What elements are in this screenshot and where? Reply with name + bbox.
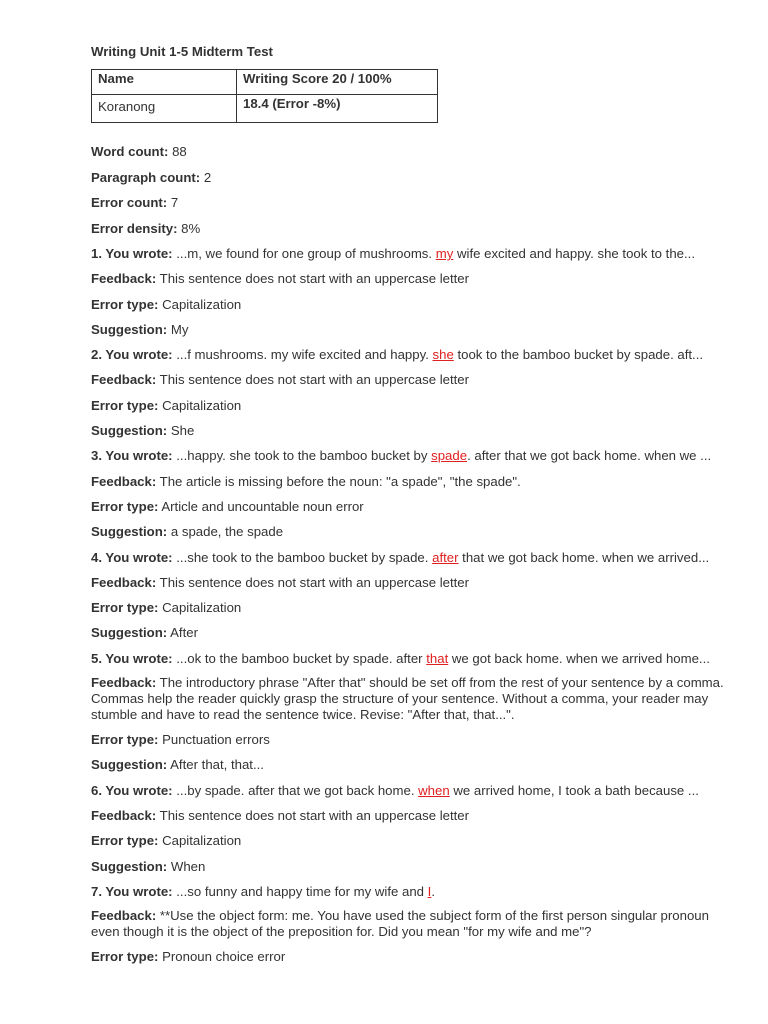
error-list	[91, 245, 731, 965]
you-wrote-line: 5. You wrote: ...ok to the bamboo bucket by spade. after that we got back home. when we arrived home...	[91, 650, 710, 666]
error-density: Error density: 8%	[91, 220, 201, 236]
error-count: Error count: 7	[91, 195, 179, 210]
error-type-line: Error type: Pronoun choice error	[91, 949, 286, 965]
student-name: Koranong	[92, 95, 237, 123]
you-wrote-line: 2. You wrote: ...f mushrooms. my wife excited and happy. she took to the bamboo bucket by spade. aft...	[91, 347, 704, 363]
you-wrote-line: 1. You wrote: ...m, we found for one group of mushrooms. my wife excited and happy. she took to the...	[91, 246, 696, 261]
you-wrote-line: 6. You wrote: ...by spade. after that we got back home. when we arrived home, I took a bath because ...	[91, 782, 699, 798]
feedback-line: Feedback: The article is missing before the noun: "a spade", "the spade".	[91, 473, 521, 489]
error-item	[91, 245, 731, 338]
feedback-line: Feedback: **Use the object form: me. You have used the subject form of the first person singular pronoun even though it is the object of the preposition for. Did you mean "for my wife and me"?	[91, 908, 709, 940]
you-wrote-line: 4. You wrote: ...she took to the bamboo bucket by spade. after that we got back home. when we arrived...	[91, 549, 710, 565]
feedback-line: Feedback: This sentence does not start with an uppercase letter	[91, 372, 470, 388]
feedback-line: Feedback: This sentence does not start with an uppercase letter	[91, 807, 470, 823]
word-count: Word count: 88	[91, 144, 187, 159]
table-header-row	[92, 70, 438, 95]
suggestion-line: Suggestion: a spade, the spade	[91, 524, 284, 540]
score-table	[91, 69, 438, 123]
paragraph-count: Paragraph count: 2	[91, 169, 212, 185]
highlighted-word: after	[432, 549, 459, 565]
feedback-line: Feedback: This sentence does not start with an uppercase letter	[91, 271, 470, 287]
error-type-line: Error type: Capitalization	[91, 833, 242, 849]
error-type-line: Error type: Capitalization	[91, 296, 242, 312]
error-item	[91, 650, 731, 774]
stats-section	[91, 143, 731, 237]
feedback-line: Feedback: The introductory phrase "After that" should be set off from the rest of your sentence by a comma. Commas help the reader quickly grasp the structure of your sentence. Without a comma, your reader may stumble and have to read the sentence twice. Revise: "After that, that...".	[91, 675, 724, 723]
feedback-line: Feedback: This sentence does not start with an uppercase letter	[91, 574, 470, 590]
highlighted-word: when	[418, 782, 450, 798]
suggestion-line: Suggestion: My	[91, 321, 189, 337]
error-item	[91, 549, 731, 642]
error-item	[91, 883, 731, 965]
highlighted-word: my	[435, 246, 454, 261]
highlighted-word: that	[426, 650, 449, 666]
suggestion-line: Suggestion: After that, that...	[91, 757, 264, 773]
error-item	[91, 782, 731, 875]
score-header: Writing Score 20 / 100%	[237, 70, 438, 95]
error-type-line: Error type: Capitalization	[91, 397, 242, 413]
you-wrote-line: 7. You wrote: ...so funny and happy time for my wife and I.	[91, 883, 436, 899]
highlighted-word: I	[427, 883, 432, 899]
highlighted-word: spade	[431, 448, 468, 464]
suggestion-line: Suggestion: After	[91, 625, 198, 641]
highlighted-word: she	[432, 347, 454, 363]
table-row	[92, 95, 438, 123]
error-type-line: Error type: Punctuation errors	[91, 732, 270, 748]
name-header: Name	[92, 70, 237, 95]
error-item	[91, 447, 731, 540]
error-item	[91, 346, 731, 439]
error-type-line: Error type: Article and uncountable noun error	[91, 498, 364, 514]
you-wrote-line: 3. You wrote: ...happy. she took to the bamboo bucket by spade. after that we got back home. when we ...	[91, 448, 712, 464]
error-type-line: Error type: Capitalization	[91, 600, 242, 616]
score-value: 18.4 (Error -8%)	[237, 95, 438, 123]
document-title: Writing Unit 1-5 Midterm Test	[91, 44, 273, 59]
suggestion-line: Suggestion: She	[91, 423, 195, 439]
suggestion-line: Suggestion: When	[91, 858, 206, 874]
